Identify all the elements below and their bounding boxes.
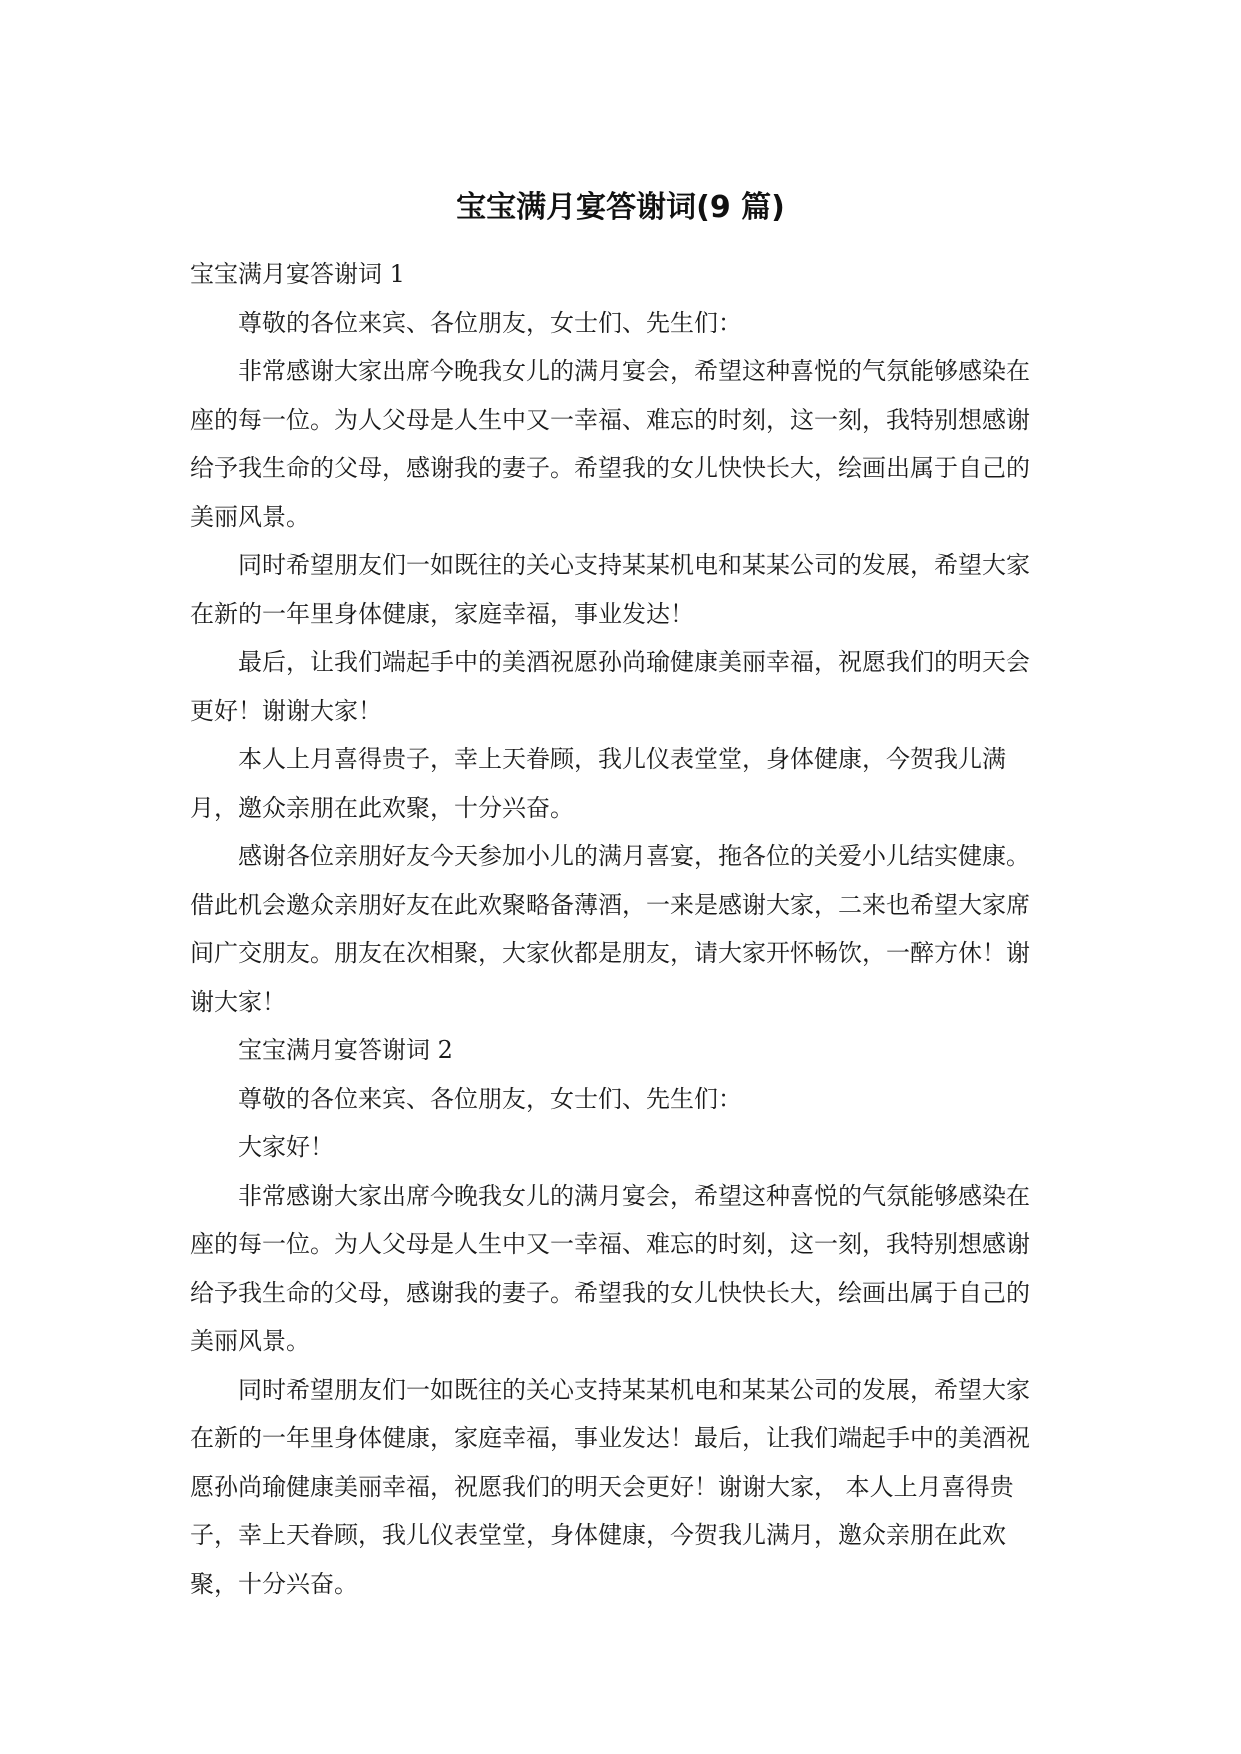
paragraph: 非常感谢大家出席今晚我女儿的满月宴会，希望这种喜悦的气氛能够感染在座的每一位。为人父母是人生中又一幸福、难忘的时刻，这一刻，我特别想感谢给予我生命的父母，感谢我的妻子。希望我的女儿快快长大，绘画出属于自己的美丽风景。 xyxy=(190,357,1030,531)
paragraph: 同时希望朋友们一如既往的关心支持某某机电和某某公司的发展，希望大家在新的一年里身体健康，家庭幸福，事业发达！最后，让我们端起手中的美酒祝愿孙尚瑜健康美丽幸福，祝愿我们的明天会更好！谢谢大家， 本人上月喜得贵子，幸上天眷顾，我儿仪表堂堂，身体健康，今贺我儿满月，邀众亲朋在此欢聚，十分兴奋。 xyxy=(190,1375,1030,1598)
section-heading-2: 宝宝满月宴答谢词 2 xyxy=(238,1036,453,1064)
paragraph: 非常感谢大家出席今晚我女儿的满月宴会，希望这种喜悦的气氛能够感染在座的每一位。为人父母是人生中又一幸福、难忘的时刻，这一刻，我特别想感谢给予我生命的父母，感谢我的妻子。希望我的女儿快快长大，绘画出属于自己的美丽风景。 xyxy=(190,1181,1030,1355)
paragraph: 尊敬的各位来宾、各位朋友，女士们、先生们： xyxy=(238,308,742,337)
document-title: 宝宝满月宴答谢词(9 篇) xyxy=(456,190,785,225)
paragraph: 同时希望朋友们一如既往的关心支持某某机电和某某公司的发展，希望大家在新的一年里身体健康，家庭幸福，事业发达！ xyxy=(190,551,1030,628)
paragraph: 最后，让我们端起手中的美酒祝愿孙尚瑜健康美丽幸福，祝愿我们的明天会更好！谢谢大家！ xyxy=(190,648,1030,725)
paragraph: 大家好！ xyxy=(238,1133,334,1161)
paragraph: 尊敬的各位来宾、各位朋友，女士们、先生们： xyxy=(238,1084,742,1113)
paragraph: 本人上月喜得贵子，幸上天眷顾，我儿仪表堂堂，身体健康，今贺我儿满月，邀众亲朋在此欢聚，十分兴奋。 xyxy=(190,745,1006,822)
document-body xyxy=(190,250,1050,1608)
section-heading-1: 宝宝满月宴答谢词 1 xyxy=(190,260,405,288)
paragraph: 感谢各位亲朋好友今天参加小儿的满月喜宴，拖各位的关爱小儿结实健康。借此机会邀众亲朋好友在此欢聚略备薄酒，一来是感谢大家，二来也希望大家席间广交朋友。朋友在次相聚，大家伙都是朋友，请大家开怀畅饮，一醉方休！谢谢大家！ xyxy=(190,842,1030,1016)
